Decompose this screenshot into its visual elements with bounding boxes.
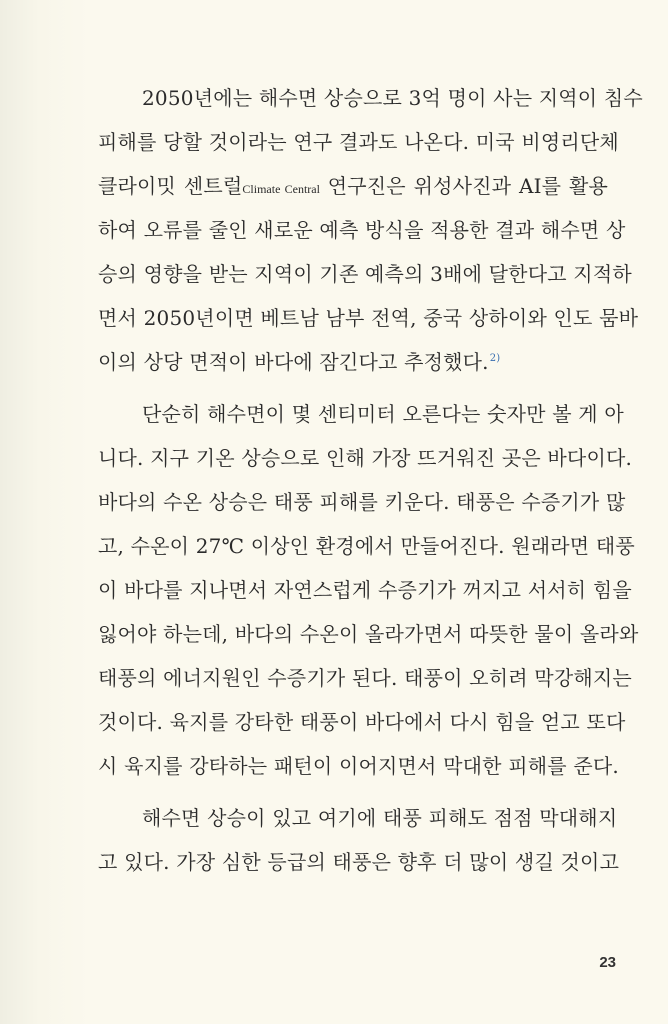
paragraph-line: 면서 2050년이면 베트남 남부 전역, 중국 상하이와 인도 뭄바 [98, 306, 639, 330]
paragraph-line: 태풍의 에너지원인 수증기가 된다. 태풍이 오히려 막강해지는 [98, 666, 632, 690]
paragraph-line: 승의 영향을 받는 지역이 기존 예측의 3배에 달한다고 지적하 [98, 262, 632, 286]
page-number: 23 [599, 954, 616, 971]
paragraph-2 [98, 392, 639, 788]
english-gloss: Climate Central [242, 182, 320, 196]
paragraph-line: 니다. 지구 기온 상승으로 인해 가장 뜨거워진 곳은 바다이다. [98, 446, 633, 470]
paragraph-line: 해수면 상승이 있고 여기에 태풍 피해도 점점 막대해지 [142, 806, 618, 830]
korean-text: 클라이밋 센트럴 [98, 174, 243, 198]
paragraph-line: 피해를 당할 것이라는 연구 결과도 나온다. 미국 비영리단체 [98, 130, 619, 154]
paragraph-1 [98, 76, 643, 384]
paragraph-line: 것이다. 육지를 강타한 태풍이 바다에서 다시 힘을 얻고 또다 [98, 710, 626, 734]
paragraph-line: 고, 수온이 27℃ 이상인 환경에서 만들어진다. 원래라면 태풍 [98, 534, 635, 558]
paragraph-line: 단순히 해수면이 몇 센티미터 오른다는 숫자만 볼 게 아 [142, 402, 624, 426]
paragraph-line: 고 있다. 가장 심한 등급의 태풍은 향후 더 많이 생길 것이고 [98, 850, 620, 874]
paragraph-line: 시 육지를 강타하는 패턴이 이어지면서 막대한 피해를 준다. [98, 754, 619, 778]
korean-text: 이의 상당 면적이 바다에 잠긴다고 추정했다. [98, 350, 489, 374]
paragraph-line: 바다의 수온 상승은 태풍 피해를 키운다. 태풍은 수증기가 많 [98, 490, 626, 514]
paragraph-line: 이 바다를 지나면서 자연스럽게 수증기가 꺼지고 서서히 힘을 [98, 578, 632, 602]
paragraph-line: 하여 오류를 줄인 새로운 예측 방식을 적용한 결과 해수면 상 [98, 218, 626, 242]
korean-text: 연구진은 위성사진과 AI를 활용 [319, 174, 609, 198]
paragraph-line: 2050년에는 해수면 상승으로 3억 명이 사는 지역이 침수 [142, 86, 643, 110]
paragraph-3 [98, 796, 620, 884]
paragraph-line: 잃어야 하는데, 바다의 수온이 올라가면서 따뜻한 물이 올라와 [98, 622, 639, 646]
paragraph-line [98, 164, 608, 208]
paragraph-line [98, 340, 608, 384]
footnote-marker[interactable]: 2) [489, 353, 501, 365]
